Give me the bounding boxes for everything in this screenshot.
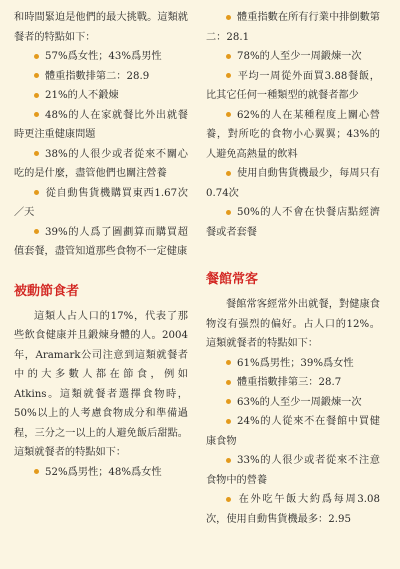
list-item: 48%的人在家就餐比外出就餐時更注重健康問題 xyxy=(14,106,188,145)
list-item: 33%的人很少或者從來不注意食物中的營養 xyxy=(206,451,380,490)
list-item: 78%的人至少一周鍛煉一次 xyxy=(206,47,380,67)
list-item: 在外吃午飯大約爲每周3.08次，使用自動售貨機最多：2.95 xyxy=(206,490,380,529)
list-item: 50%的人不會在快餐店點經濟餐或者套餐 xyxy=(206,203,380,242)
list-item: 61%爲男性；39%爲女性 xyxy=(206,354,380,374)
intro-paragraph: 和時間緊迫是他們的最大挑戰。這類就餐者的特點如下： xyxy=(14,12,188,43)
right-column xyxy=(206,8,380,529)
list-item: 63%的人至少一周鍛煉一次 xyxy=(206,393,380,413)
section-heading-passive-dieters: 被動節食者 xyxy=(14,283,80,299)
list-item: 57%爲女性；43%爲男性 xyxy=(14,47,188,67)
left-column xyxy=(14,8,188,482)
section-paragraph: 餐館常客經常外出就餐，對健康食物沒有强烈的偏好。占人口的12%。這類就餐者的特點如下： xyxy=(206,299,380,349)
list-item: 52%爲男性；48%爲女性 xyxy=(14,463,188,483)
list-item: 38%的人很少或者從來不關心吃的是什麼，盡管他們也關注營養 xyxy=(14,145,188,184)
list-item: 體重指數在所有行業中排倒數第二：28.1 xyxy=(206,8,380,47)
list-item: 24%的人從來不在餐館中買健康食物 xyxy=(206,412,380,451)
list-item: 21%的人不鍛煉 xyxy=(14,86,188,106)
list-item: 平均一周從外面買3.88餐飯，比其它任何一種類型的就餐者都少 xyxy=(206,67,380,106)
list-item: 體重指數排第三：28.7 xyxy=(206,373,380,393)
list-item: 從自動售貨機購買東西1.67次／天 xyxy=(14,184,188,223)
list-item: 39%的人爲了圖劃算而購買超值套餐，盡管知道那些食物不一定健康 xyxy=(14,223,188,262)
list-item: 體重指數排第二：28.9 xyxy=(14,67,188,87)
section-paragraph: 這類人占人口的17%，代表了那些飲食健康并且鍛煉身體的人。2004年，Aramark公司注意到這類就餐者中的大多數人都在節食，例如Atkins。這類就餐者選擇食物時，50%以上的人考慮食物成分和準備過程，三分之一以上的人避免飯后甜點。這類就餐者的特點如下： xyxy=(14,310,188,458)
list-item: 使用自動售貨機最少，每周只有0.74次 xyxy=(206,164,380,203)
list-item: 62%的人在某種程度上關心營養，對所吃的食物小心翼翼；43%的人避免高熱量的飲料 xyxy=(206,106,380,165)
section-heading-restaurant-regulars: 餐館常客 xyxy=(206,272,259,287)
